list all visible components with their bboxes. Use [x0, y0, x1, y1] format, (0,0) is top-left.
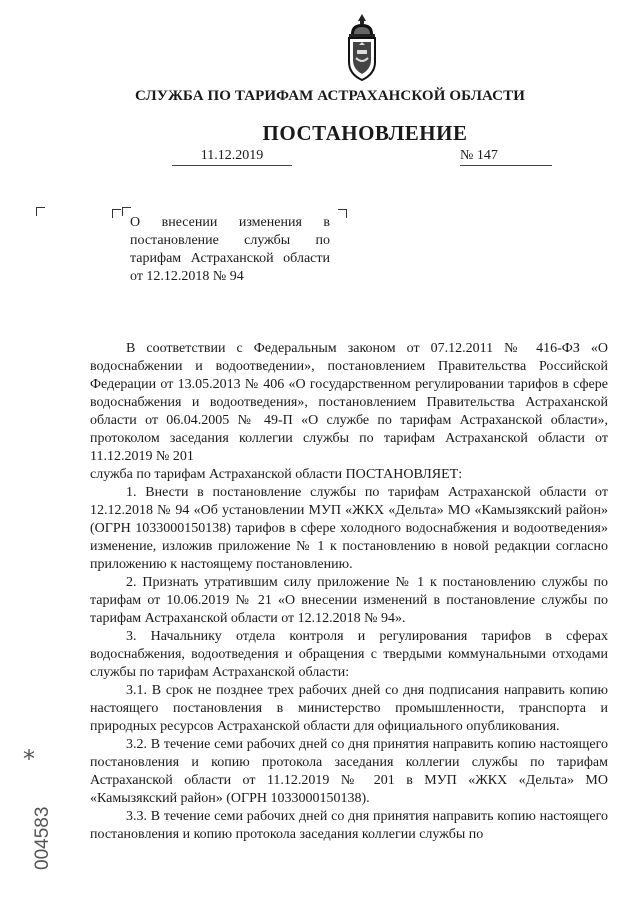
registration-stamp-number: 004583 — [32, 806, 53, 870]
corner-mark — [36, 207, 45, 216]
corner-mark — [112, 209, 121, 218]
clause-1: 1. Внести в постановление службы по тарифам Астраханской области от 12.12.2018 № 94 «Об установлении МУП «ЖКХ «Дельта» МО «Камызякский район» (ОГРН 1033000150138) тарифов в сфере холодного водоснабжения и водоотведения» изменение, изложив приложение № 1 к постановлению в новой редакции согласно приложению к настоящему постановлению. — [90, 485, 608, 572]
stamp-star-mark: * — [23, 745, 35, 773]
document-type-title: ПОСТАНОВЛЕНИЕ — [262, 121, 468, 145]
clause-3-1: 3.1. В срок не позднее трех рабочих дней со дня подписания направить копию настоящего постановления в министерство промышленности, транспорта и природных ресурсов Астраханской области для официального опубликования. — [90, 683, 608, 734]
clause-3-2: 3.2. В течение семи рабочих дней со дня принятия направить копию настоящего постановления и копию протокола заседания коллегии службы по тарифам Астраханской области от 11.12.2019 № 201 в МУП «ЖКХ «Дельта» МО «Камызякский район» (ОГРН 1033000150138). — [90, 737, 608, 806]
document-date: 11.12.2019 — [172, 147, 292, 166]
coat-of-arms-icon — [341, 12, 383, 86]
preamble-paragraph: В соответствии с Федеральным законом от 07.12.2011 № 416-ФЗ «О водоснабжении и водоотведении», постановлением Правительства Российской Федерации от 13.05.2013 № 406 «О государственном регулировании тарифов в сфере водоснабжения и водоотведения», постановлением Правительства Астраханской области от 06.04.2005 № 49-П «О службе по тарифам Астраханской области», протоколом заседания коллегии службы по тарифам Астраханской области от 11.12.2019 № 201 — [90, 341, 608, 464]
corner-mark — [338, 209, 347, 218]
clause-3: 3. Начальнику отдела контроля и регулирования тарифов в сферах водоснабжения, водоотведения и обращения с твердыми коммунальными отходами службы по тарифам Астраханской области: — [90, 629, 608, 680]
document-subject: О внесении изменения в постановление службы по тарифам Астраханской области от 12.12.2018 № 94 — [130, 215, 330, 284]
clause-3-3: 3.3. В течение семи рабочих дней со дня принятия направить копию настоящего постановления и копию протокола заседания коллегии службы по — [90, 809, 608, 842]
document-number: № 147 — [460, 147, 552, 166]
document-body — [90, 340, 608, 844]
clause-2: 2. Признать утратившим силу приложение № 1 к постановлению службы по тарифам от 10.06.2019 № 21 «О внесении изменений в постановление службы по тарифам Астраханской области от 12.12.2018 № 94». — [90, 575, 608, 626]
resolution-line: служба по тарифам Астраханской области ПОСТАНОВЛЯЕТ: — [90, 467, 463, 482]
organization-title: СЛУЖБА ПО ТАРИФАМ АСТРАХАНСКОЙ ОБЛАСТИ — [135, 88, 525, 104]
